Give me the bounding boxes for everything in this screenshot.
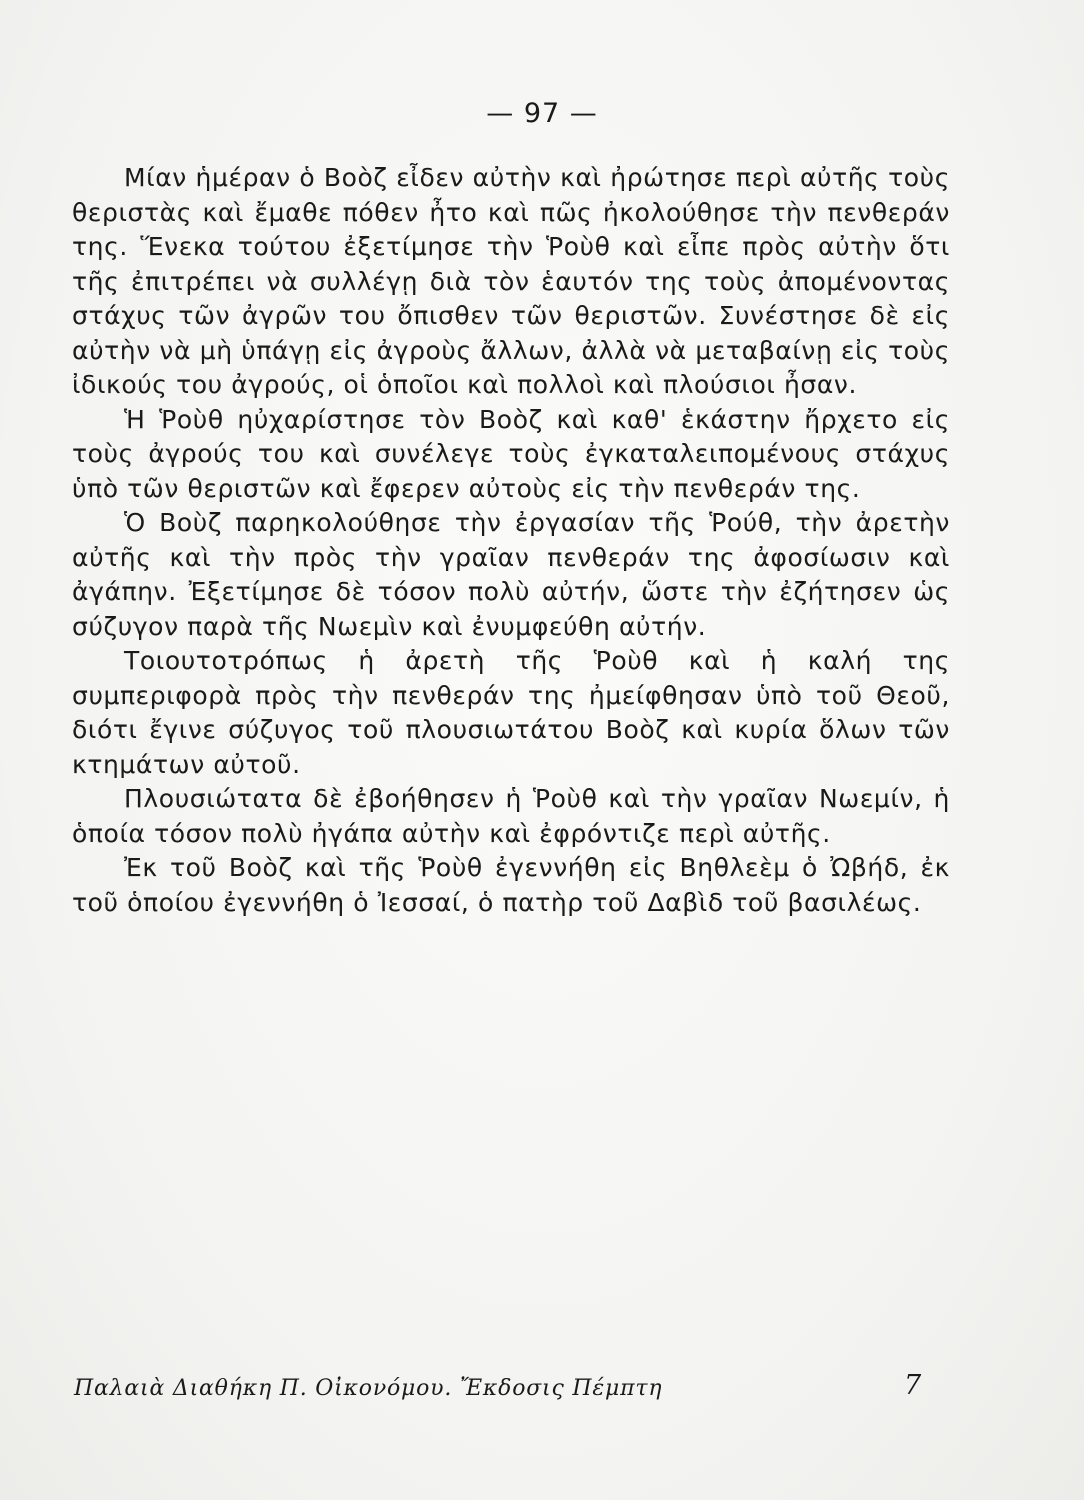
signature-mark: 7 xyxy=(904,1370,922,1401)
page-footer xyxy=(74,1370,934,1416)
paragraph-1: Μίαν ἡμέραν ὁ Βοὸζ εἶδεν αὐτὴν καὶ ἠρώτησε περὶ αὐτῆς τοὺς θεριστὰς καὶ ἔμαθε πόθεν ἦτο καὶ πῶς ἠκολούθησε τὴν πενθεράν της. Ἕνεκα τούτου ἐξετίμησε τὴν Ῥοὺθ καὶ εἶπε πρὸς αὐτὴν ὅτι τῆς ἐπιτρέπει νὰ συλλέγῃ διὰ τὸν ἑαυτόν της τοὺς ἀπομένοντας στάχυς τῶν ἀγρῶν του ὄπισθεν τῶν θεριστῶν. Συνέστησε δὲ εἰς αὐτὴν νὰ μὴ ὑπάγῃ εἰς ἀγροὺς ἄλλων, ἀλλὰ νὰ μεταβαίνῃ εἰς τοὺς ἰδικούς του ἀγρούς, οἱ ὁποῖοι καὶ πολλοὶ καὶ πλούσιοι ἦσαν. xyxy=(72,163,950,399)
paragraph-3: Ὁ Βοὺζ παρηκολούθησε τὴν ἐργασίαν τῆς Ῥούθ, τὴν ἀρετὴν αὐτῆς καὶ τὴν πρὸς τὴν γραῖαν πενθεράν της ἀφοσίωσιν καὶ ἀγάπην. Ἐξετίμησε δὲ τόσον πολὺ αὐτήν, ὥστε τὴν ἐζήτησεν ὡς σύζυγον παρὰ τῆς Νωεμὶν καὶ ἐνυμφεύθη αὐτήν. xyxy=(72,508,950,641)
paragraph-5: Πλουσιώτατα δὲ ἐβοήθησεν ἡ Ῥοὺθ καὶ τὴν γραῖαν Νωεμίν, ἡ ὁποία τόσον πολὺ ἠγάπα αὐτὴν καὶ ἐφρόντιζε περὶ αὐτῆς. xyxy=(72,784,950,848)
paragraph-6: Ἐκ τοῦ Βοὸζ καὶ τῆς Ῥοὺθ ἐγεννήθη εἰς Βηθλεὲμ ὁ Ὠβήδ, ἐκ τοῦ ὁποίου ἐγεννήθη ὁ Ἰεσσαί, ὁ πατὴρ τοῦ Δαβὶδ τοῦ βασιλέως. xyxy=(72,853,950,917)
page-number: — 97 — xyxy=(486,98,598,129)
footer-title: Παλαιὰ Διαθήκη Π. Οἰκονόμου. Ἔκδοσις Πέμπτη xyxy=(74,1376,663,1401)
body-text xyxy=(72,161,950,920)
paragraph-2: Ἡ Ῥοὺθ ηὐχαρίστησε τὸν Βοὸζ καὶ καθ' ἑκάστην ἤρχετο εἰς τοὺς ἀγρούς του καὶ συνέλεγε τοὺς ἐγκαταλειπομένους στάχυς ὑπὸ τῶν θεριστῶν καὶ ἔφερεν αὐτοὺς εἰς τὴν πενθεράν της. xyxy=(72,404,950,503)
paragraph-4: Τοιουτοτρόπως ἡ ἀρετὴ τῆς Ῥοὺθ καὶ ἡ καλή της συμπεριφορὰ πρὸς τὴν πενθεράν της ἠμείφθησαν ὑπὸ τοῦ Θεοῦ, διότι ἔγινε σύζυγος τοῦ πλουσιωτάτου Βοὸζ καὶ κυρία ὅλων τῶν κτημάτων αὐτοῦ. xyxy=(72,646,950,779)
